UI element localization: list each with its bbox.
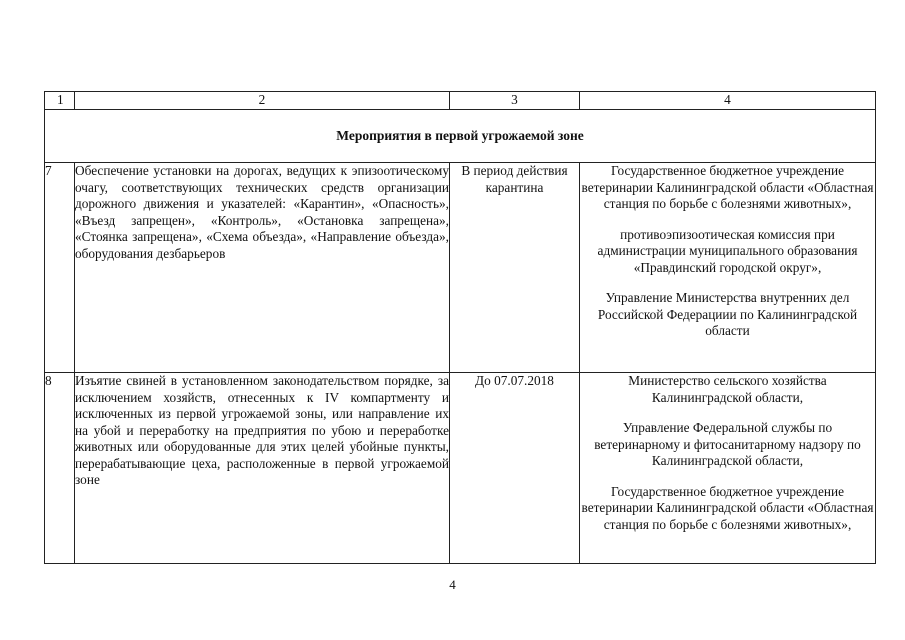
measure-description: Изъятие свиней в установленном законодательством порядке, за исключением хозяйств, отнесенных к IV компартменту и исключенных из первой угрожаемой зоны, или направление их на убой и переработку на предприятия по убою и переработке животных или оборудованные для этих целей убойные пункты, перерабатывающие цеха, расположенные в первой угрожаемой зоне [75, 373, 450, 564]
responsible-party: противоэпизоотическая комиссия при администрации муниципального образования «Правдинский городской округ», [597, 226, 858, 275]
responsible-party: Государственное бюджетное учреждение ветеринарии Калининградской области «Областная станция по борьбе с болезнями животных», [581, 163, 874, 211]
page-number: 4 [449, 577, 456, 592]
responsible-party: Управление Федеральной службы по ветеринарному и фитосанитарному надзору по Калининградской области, [594, 420, 861, 468]
column-number: 1 [45, 92, 75, 110]
section-row [45, 110, 876, 163]
measures-table [44, 91, 876, 564]
column-number: 4 [580, 92, 876, 110]
measure-description: Обеспечение установки на дорогах, ведущих к эпизоотическому очагу, соответствующих технических средств организации дорожного движения и указателей: «Карантин», «Опасность», «Въезд запрещен», «Контроль», «Остановка запрещена», «Стоянка запрещена», «Схема объезда», «Направление объезда», оборудования дезбарьеров [75, 163, 450, 373]
column-number: 2 [75, 92, 450, 110]
responsible-party: Государственное бюджетное учреждение ветеринарии Калининградской области «Областная станция по борьбе с болезнями животных», [581, 483, 874, 532]
table-row [45, 163, 876, 373]
table-row [45, 373, 876, 564]
responsible-party: Управление Министерства внутренних дел Российской Федерациии по Калининградской области [597, 290, 858, 338]
row-number: 7 [45, 163, 75, 373]
measure-period: В период действия карантина [450, 163, 580, 373]
column-number-row [45, 92, 876, 110]
section-title: Мероприятия в первой угрожаемой зоне [45, 110, 876, 163]
column-number: 3 [450, 92, 580, 110]
measure-period: До 07.07.2018 [450, 373, 580, 564]
row-number: 8 [45, 373, 75, 564]
responsible-parties [580, 373, 876, 564]
responsible-party: Министерство сельского хозяйства Калининградской области, [628, 373, 827, 405]
responsible-parties [580, 163, 876, 373]
